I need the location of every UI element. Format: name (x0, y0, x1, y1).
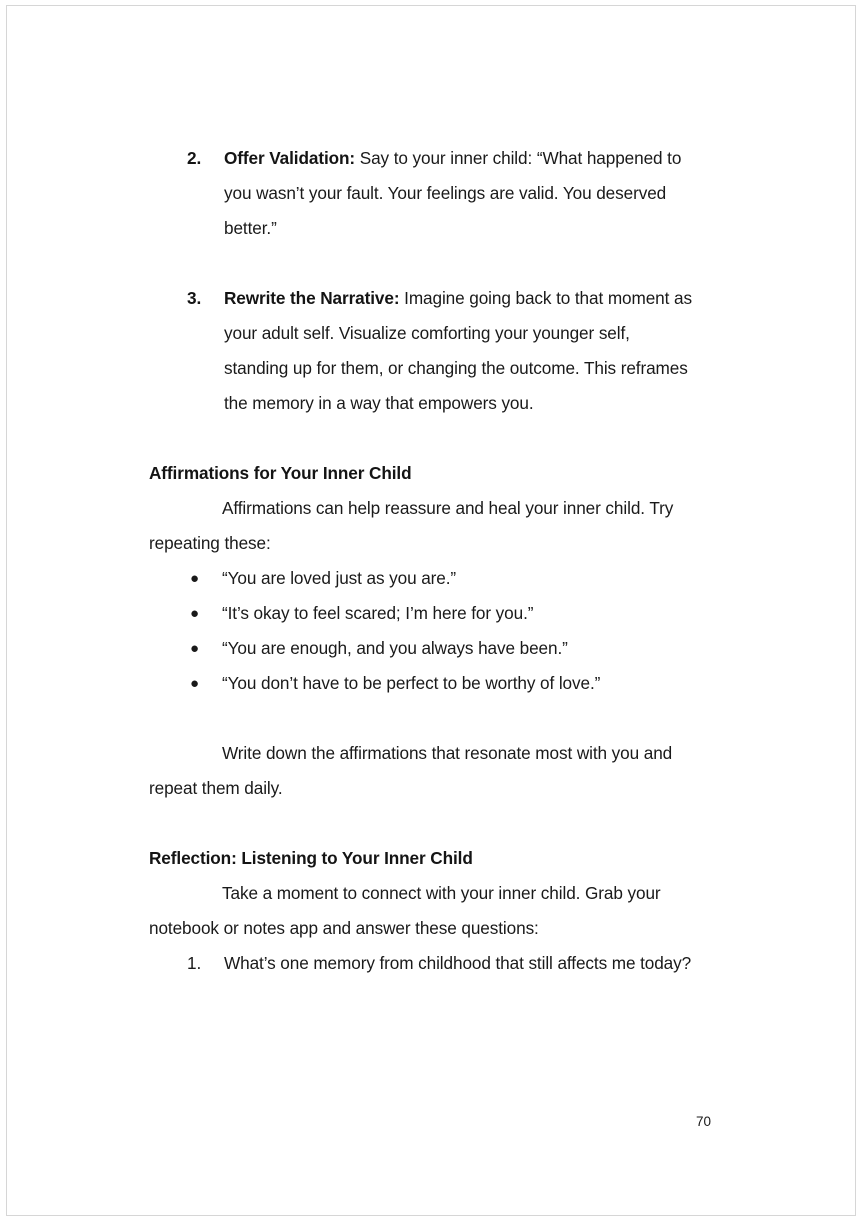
list-item (149, 596, 694, 631)
reflection-questions-list (149, 946, 694, 981)
bullet-icon: ● (190, 640, 199, 657)
affirmations-heading: Affirmations for Your Inner Child (149, 463, 412, 483)
reflection-heading: Reflection: Listening to Your Inner Child (149, 848, 473, 868)
list-marker: 3. (187, 288, 202, 308)
affirmations-bullet-list (149, 561, 694, 701)
steps-list (149, 141, 694, 421)
list-item (149, 631, 694, 666)
run-in-label: Rewrite the Narrative: (224, 288, 400, 308)
list-spacer (149, 246, 694, 281)
list-marker: 2. (187, 148, 202, 168)
bullet-icon: ● (190, 675, 199, 692)
list-item (149, 281, 694, 421)
bullet-item-text: “You are loved just as you are.” (222, 568, 457, 588)
list-item-body (224, 148, 681, 238)
affirmations-intro-paragraph: Affirmations can help reassure and heal your inner child. Try repeating these: (149, 498, 674, 553)
list-item (149, 561, 694, 596)
bullet-item-text: “You don’t have to be perfect to be worthy of love.” (222, 673, 601, 693)
reflection-intro-paragraph: Take a moment to connect with your inner child. Grab your notebook or notes app and answer these questions: (149, 883, 661, 938)
affirmations-closing-paragraph: Write down the affirmations that resonate most with you and repeat them daily. (149, 743, 673, 798)
paragraph-spacer (149, 701, 694, 736)
bullet-icon: ● (190, 605, 199, 622)
list-item (149, 666, 694, 701)
section-spacer (149, 421, 694, 456)
run-in-label: Offer Validation: (224, 148, 356, 168)
list-item-body (224, 288, 692, 413)
bullet-item-text: “It’s okay to feel scared; I’m here for you.” (222, 603, 534, 623)
list-marker: 1. (187, 953, 202, 973)
section-spacer (149, 806, 694, 841)
page-number: 70 (695, 1114, 711, 1129)
list-item (149, 946, 694, 981)
page-content (149, 141, 694, 981)
list-item-text: What’s one memory from childhood that still affects me today? (224, 953, 692, 973)
list-item-text: Imagine going back to that moment as your adult self. Visualize comforting your younger self, standing up for them, or changing the outcome. This reframes the memory in a way that empowers you. (224, 288, 692, 413)
list-item (149, 141, 694, 246)
bullet-item-text: “You are enough, and you always have been.” (222, 638, 568, 658)
bullet-icon: ● (190, 570, 199, 587)
list-item-text: Say to your inner child: “What happened to you wasn’t your fault. Your feelings are valid. You deserved better.” (224, 148, 682, 238)
